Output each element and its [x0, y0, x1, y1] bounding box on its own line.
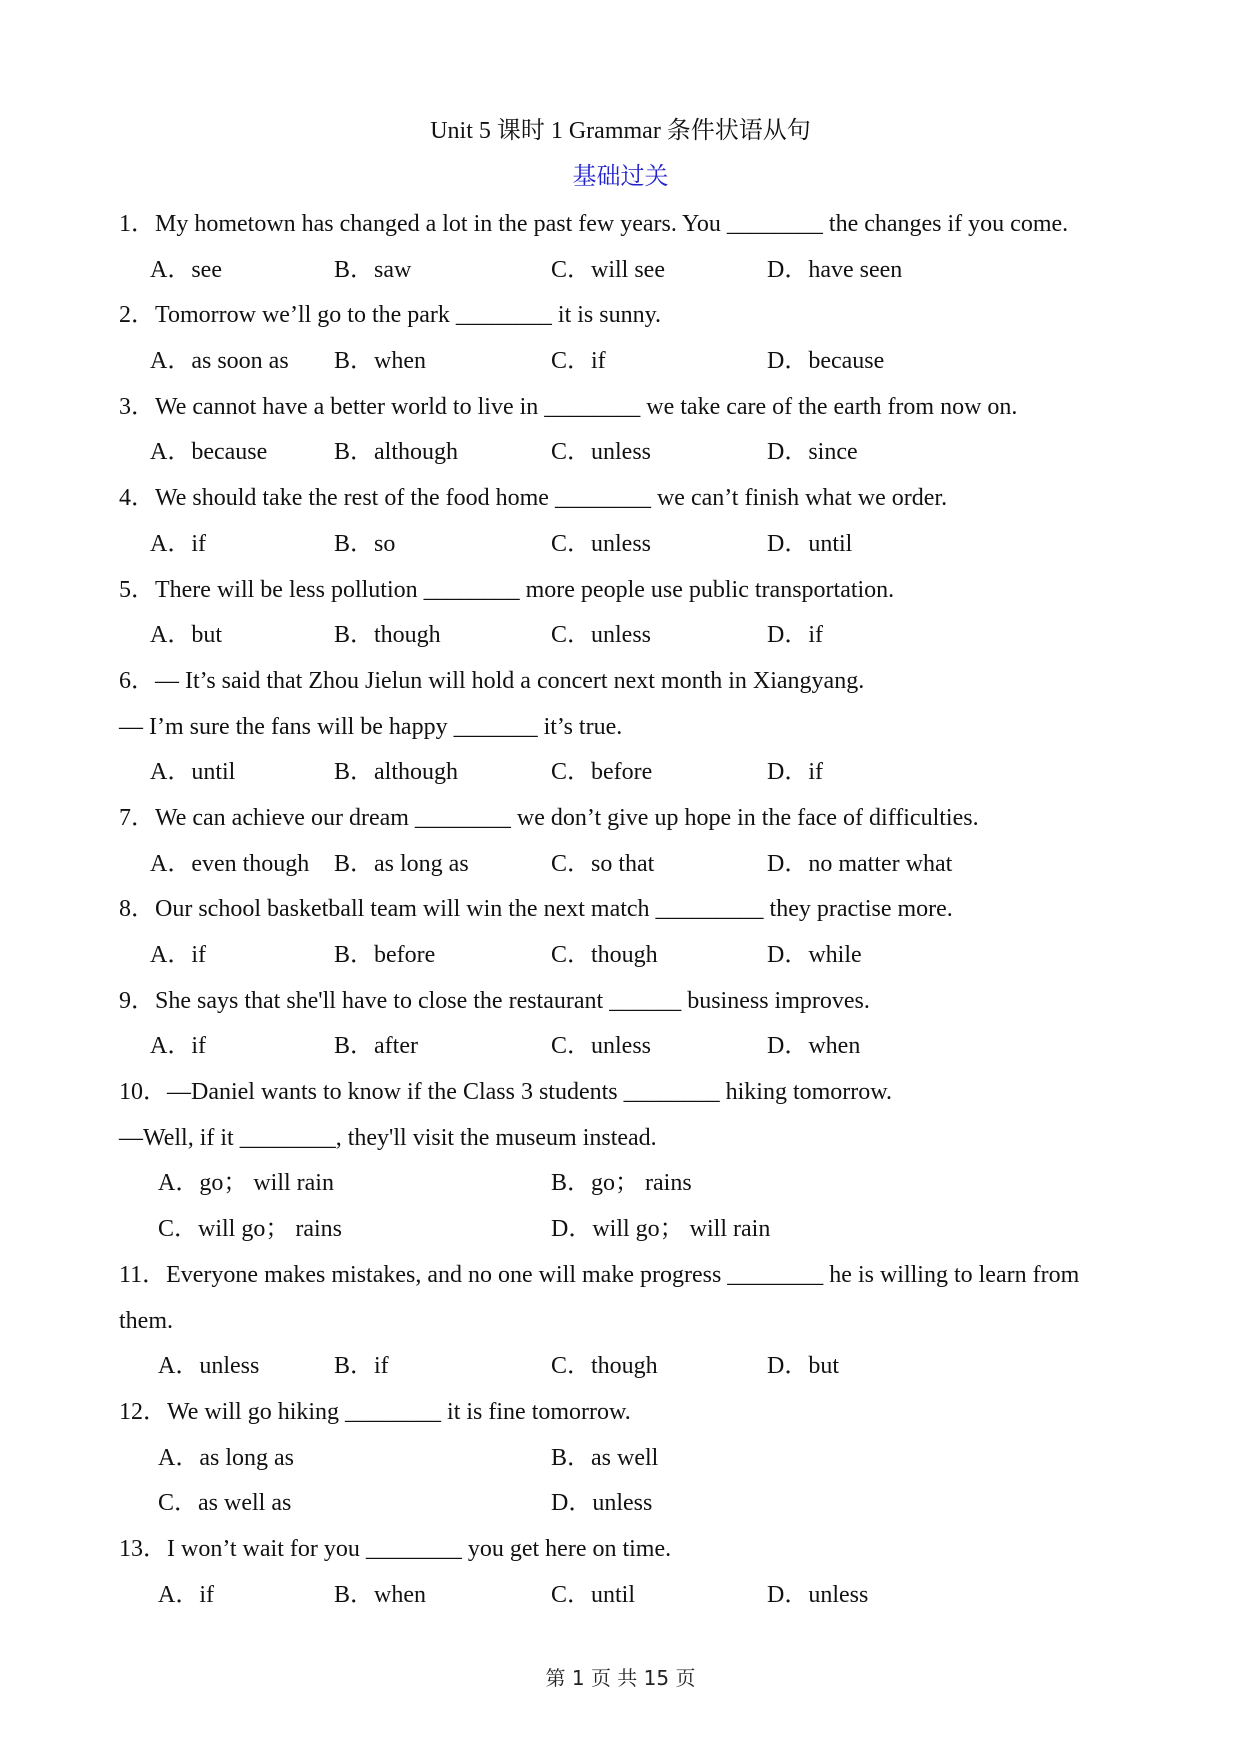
answer-option: B．if [334, 1353, 389, 1380]
answer-option: B．go； rains [551, 1170, 692, 1197]
answer-option: A．unless [158, 1353, 260, 1380]
answer-option: A．but [150, 622, 222, 649]
options-row [0, 933, 1241, 979]
question-item [0, 1253, 1241, 1390]
question-item [0, 202, 1241, 293]
answer-option: D．will go； will rain [551, 1216, 771, 1243]
question-item [0, 385, 1241, 476]
answer-option: A．even though [150, 850, 310, 877]
answer-option: A．if [158, 1581, 214, 1608]
question-stem: 2．Tomorrow we’ll go to the park ________ it is sunny. [119, 302, 662, 329]
question-item [0, 1527, 1241, 1618]
answer-option: C．before [551, 759, 653, 786]
answer-option: D．while [767, 942, 862, 968]
question-item [0, 1070, 1241, 1253]
answer-option: A．because [150, 439, 268, 466]
page-title: Unit 5 课时 1 Grammar 条件状语从句 [430, 118, 811, 144]
options-row [0, 1024, 1241, 1070]
options-row [0, 430, 1241, 476]
question-stem: 11．Everyone makes mistakes, and no one will make progress ________ he is willing to learn from [119, 1261, 1080, 1288]
question-stem: 7．We can achieve our dream ________ we don’t give up hope in the face of difficulties. [119, 804, 979, 831]
answer-option: A．as long as [158, 1444, 294, 1471]
options-row [0, 1161, 1241, 1207]
answer-option: C．will go； rains [158, 1216, 342, 1243]
question-item [0, 659, 1241, 796]
answer-option: B．saw [334, 256, 412, 283]
answer-option: D．but [767, 1353, 839, 1380]
answer-option: B．after [334, 1033, 418, 1060]
answer-option: C．unless [551, 530, 652, 557]
question-stem-continued: — I’m sure the fans will be happy _______ it’s true. [119, 713, 623, 740]
answer-option: A．if [150, 1033, 206, 1060]
answer-option: C．unless [551, 622, 652, 649]
answer-option: D．unless [551, 1490, 653, 1517]
question-stem: 8．Our school basketball team will win the next match _________ they practise more. [119, 896, 953, 923]
answer-option: A．go； will rain [158, 1170, 334, 1197]
options-row [0, 1436, 1241, 1482]
answer-option: C．unless [551, 439, 652, 466]
question-stem: 6．— It’s said that Zhou Jielun will hold a concert next month in Xiangyang. [119, 667, 865, 694]
answer-option: A．as soon as [150, 348, 289, 375]
question-item [0, 979, 1241, 1070]
question-item [0, 796, 1241, 887]
options-row [0, 842, 1241, 888]
answer-option: B．when [334, 348, 426, 375]
answer-option: C．though [551, 1353, 658, 1380]
answer-option: B．so [334, 530, 396, 557]
question-stem: 4．We should take the rest of the food home ________ we can’t finish what we order. [119, 485, 948, 512]
answer-option: C．until [551, 1581, 636, 1608]
answer-option: C．though [551, 942, 658, 968]
question-item [0, 568, 1241, 659]
options-row [0, 1573, 1241, 1619]
question-item [0, 476, 1241, 567]
answer-option: A．until [150, 759, 236, 786]
question-stem: 13．I won’t wait for you ________ you get here on time. [119, 1535, 672, 1562]
answer-option: D．since [767, 439, 858, 466]
answer-option: C．so that [551, 850, 655, 877]
answer-option: A．if [150, 942, 206, 968]
answer-option: B．when [334, 1581, 426, 1608]
question-stem: 12．We will go hiking ________ it is fine tomorrow. [119, 1398, 631, 1425]
question-stem: 5．There will be less pollution ________ more people use public transportation. [119, 576, 895, 603]
page-footer: 第 1 页 共 15 页 [545, 1666, 696, 1690]
answer-option: C．unless [551, 1033, 652, 1060]
answer-option: B．though [334, 622, 441, 649]
options-row [0, 339, 1241, 385]
question-stem: 9．She says that she'll have to close the restaurant ______ business improves. [119, 987, 870, 1014]
answer-option: D．if [767, 759, 823, 786]
answer-option: B．although [334, 439, 458, 466]
options-row [0, 522, 1241, 568]
question-list [0, 202, 1241, 1618]
options-row [0, 750, 1241, 796]
answer-option: A．see [150, 256, 222, 283]
answer-option: B．although [334, 759, 458, 786]
answer-option: C．as well as [158, 1490, 292, 1517]
answer-option: A．if [150, 530, 206, 557]
answer-option: C．if [551, 348, 606, 375]
options-row [0, 1344, 1241, 1390]
answer-option: D．have seen [767, 256, 903, 283]
answer-option: B．before [334, 942, 436, 968]
question-stem-continued: them. [119, 1307, 173, 1334]
question-item [0, 887, 1241, 978]
question-item [0, 293, 1241, 384]
section-heading: 基础过关 [572, 164, 669, 190]
question-stem: 3．We cannot have a better world to live in ________ we take care of the earth from now on. [119, 393, 1018, 420]
answer-option: C．will see [551, 256, 665, 283]
options-row [0, 1207, 1241, 1253]
options-row [0, 613, 1241, 659]
question-stem: 1．My hometown has changed a lot in the past few years. You ________ the changes if you come. [119, 211, 1069, 237]
options-row [0, 248, 1241, 294]
answer-option: D．no matter what [767, 850, 953, 877]
answer-option: D．because [767, 348, 885, 375]
question-stem-continued: —Well, if it ________, they'll visit the museum instead. [119, 1124, 657, 1151]
question-stem: 10．—Daniel wants to know if the Class 3 students ________ hiking tomorrow. [119, 1079, 893, 1106]
answer-option: B．as long as [334, 850, 469, 877]
options-row [0, 1481, 1241, 1527]
answer-option: D．unless [767, 1581, 869, 1608]
answer-option: D．if [767, 622, 823, 649]
answer-option: B．as well [551, 1444, 659, 1471]
answer-option: D．when [767, 1033, 861, 1060]
question-item [0, 1390, 1241, 1527]
answer-option: D．until [767, 530, 853, 557]
